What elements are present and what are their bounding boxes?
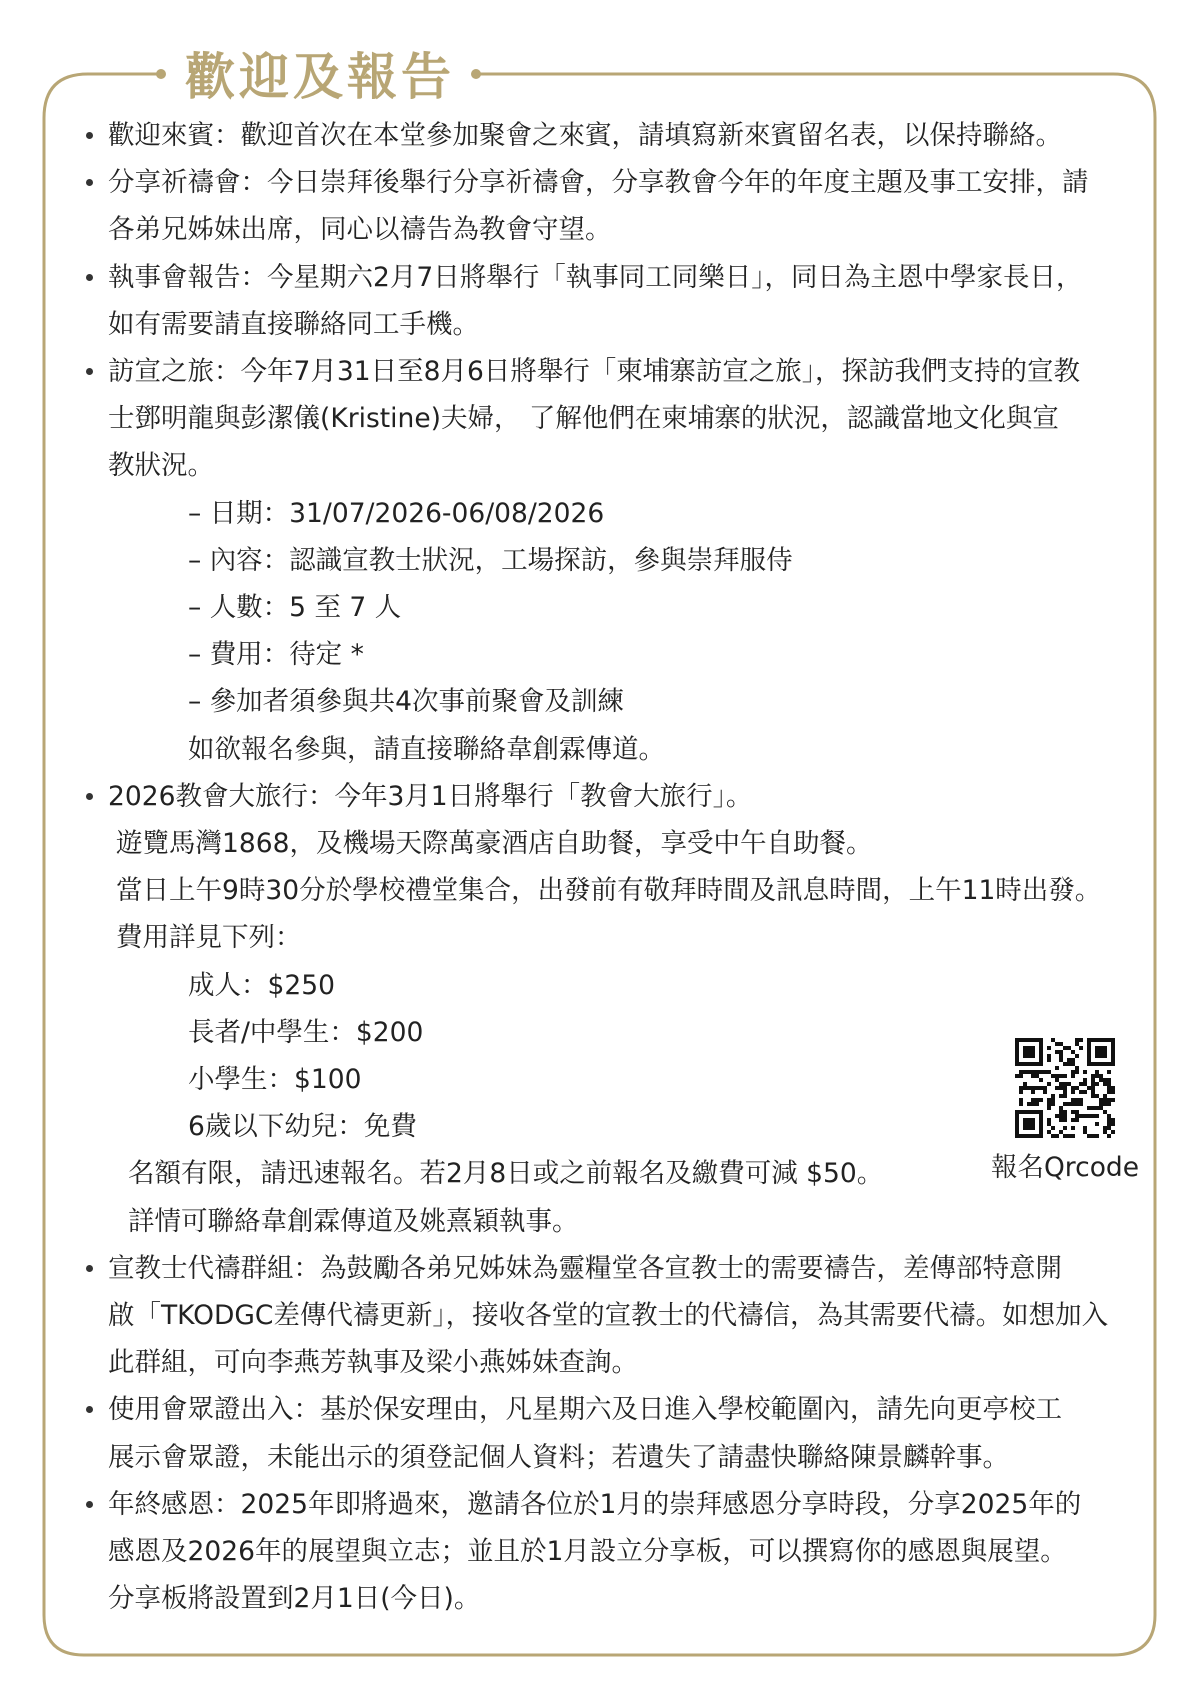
- mission-trip-date: – 日期：31/07/2026-06/08/2026: [108, 490, 1142, 537]
- thanksgiving-line-1: 年終感恩：2025年即將過來，邀請各位於1月的崇拜感恩分享時段，分享2025年的: [108, 1488, 1082, 1520]
- church-trip-line-3: 當日上午9時30分於學校禮堂集合，出發前有敬拜時間及訊息時間，上午11時出發。: [116, 875, 1102, 907]
- fee-primary: 小學生：$100: [188, 1064, 362, 1096]
- missionary-group-line-2: 啟「TKODGC差傳代禱更新」，接收各堂的宣教士的代禱信，為其需要代禱。如想加入: [108, 1300, 1109, 1332]
- bullet-dot: [86, 368, 93, 375]
- item-deacon-report: [82, 254, 1142, 348]
- mission-trip-headcount: – 人數：5 至 7 人: [108, 584, 1142, 631]
- item-mission-trip: [82, 348, 1142, 773]
- thanksgiving-line-3: 分享板將設置到2月1日(今日)。: [108, 1583, 481, 1615]
- missionary-group-line-3: 此群組，可向李燕芳執事及梁小燕姊妹查詢。: [108, 1347, 638, 1379]
- frame-ornament-left: [156, 69, 166, 79]
- bullet-dot: [86, 132, 93, 139]
- church-trip-line-5: 名額有限，請迅速報名。若2月8日或之前報名及繳費可減 $50。: [128, 1158, 884, 1190]
- frame-ornament-right: [471, 69, 481, 79]
- church-trip-line-6: 詳情可聯絡韋創霖傳道及姚熹穎執事。: [128, 1205, 579, 1237]
- announcements: [82, 112, 1142, 1623]
- mission-trip-line-3: 教狀況。: [108, 450, 214, 482]
- prayer-line-2: 各弟兄姊妹出席，同心以禱告為教會守望。: [108, 214, 612, 246]
- item-year-end-thanksgiving: [82, 1481, 1142, 1623]
- thanksgiving-line-2: 感恩及2026年的展望與立志；並且於1月設立分享板，可以撰寫你的感恩與展望。: [108, 1536, 1067, 1568]
- qr-caption: 報名Qrcode: [990, 1152, 1140, 1183]
- deacon-line-2: 如有需要請直接聯絡同工手機。: [108, 308, 479, 340]
- mission-trip-line-1: 訪宣之旅：今年7月31日至8月6日將舉行「柬埔寨訪宣之旅」，探訪我們支持的宣教: [108, 356, 1081, 388]
- fee-child: 6歲以下幼兒：免費: [188, 1111, 417, 1143]
- bullet-dot: [86, 1501, 93, 1508]
- bullet-dot: [86, 1265, 93, 1272]
- member-card-line-2: 展示會眾證，未能出示的須登記個人資料；若遺失了請盡快聯絡陳景麟幹事。: [108, 1441, 1009, 1473]
- item-welcome: [82, 112, 1142, 159]
- section-title: 歡迎及報告: [185, 48, 455, 106]
- deacon-line-1: 執事會報告：今星期六2月7日將舉行「執事同工同樂日」，同日為主恩中學家長日，: [108, 261, 1083, 293]
- church-trip-line-2: 遊覽馬灣1868，及機場天際萬豪酒店自助餐，享受中午自助餐。: [116, 828, 873, 860]
- member-card-line-1: 使用會眾證出入：基於保安理由，凡星期六及日進入學校範圍內，請先向更亭校工: [108, 1394, 1062, 1426]
- bullet-dot: [86, 179, 93, 186]
- fee-adult: 成人：$250: [188, 969, 335, 1001]
- church-trip-line-1: 2026教會大旅行：今年3月1日將舉行「教會大旅行」。: [108, 780, 753, 812]
- item-prayer-meeting: [82, 159, 1142, 253]
- mission-trip-fee: – 費用：待定 *: [108, 631, 1142, 678]
- mission-trip-signup-note: 如欲報名參與，請直接聯絡韋創霖傳道。: [188, 733, 665, 765]
- bullet-dot: [86, 1406, 93, 1413]
- mission-trip-content: – 內容：認識宣教士狀況，工場探訪，參與崇拜服侍: [108, 537, 1142, 584]
- qr-code-image[interactable]: [1015, 1038, 1115, 1138]
- fee-senior-secondary: 長者/中學生：$200: [188, 1016, 424, 1048]
- bullet-dot: [86, 793, 93, 800]
- item-church-trip: [82, 773, 1142, 1245]
- church-trip-line-4: 費用詳見下列：: [116, 922, 302, 954]
- mission-trip-requirement: – 參加者須參與共4次事前聚會及訓練: [108, 678, 1142, 725]
- item-member-card: [82, 1386, 1142, 1480]
- mission-trip-line-2: 士鄧明龍與彭潔儀(Kristine)夫婦， 了解他們在柬埔寨的狀況，認識當地文化與宣: [108, 403, 1059, 435]
- item-missionary-prayer-group: [82, 1245, 1142, 1387]
- prayer-line-1: 分享祈禱會：今日崇拜後舉行分享祈禱會，分享教會今年的年度主題及事工安排，請: [108, 167, 1089, 199]
- bullet-dot: [86, 274, 93, 281]
- welcome-line: 歡迎來賓：歡迎首次在本堂參加聚會之來賓，請填寫新來賓留名表，以保持聯絡。: [108, 120, 1062, 151]
- missionary-group-line-1: 宣教士代禱群組：為鼓勵各弟兄姊妹為靈糧堂各宣教士的需要禱告，差傳部特意開: [108, 1252, 1062, 1284]
- registration-qr: [990, 1038, 1140, 1186]
